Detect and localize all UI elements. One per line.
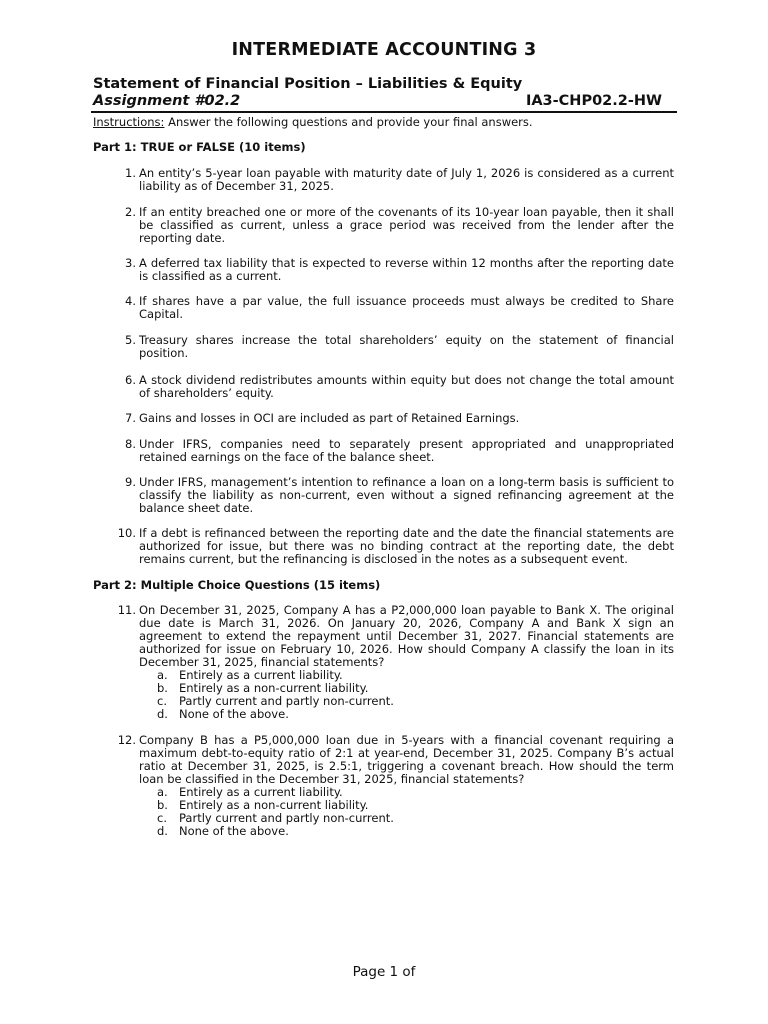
option-text: None of the above. (179, 824, 289, 838)
option-text: Partly current and partly non-current. (179, 811, 394, 825)
question-number: 1. (125, 166, 136, 180)
question-2 (110, 206, 674, 245)
question-12 (110, 734, 674, 838)
question-3 (110, 257, 674, 283)
question-text: Treasury shares increase the total shareholders’ equity on the statement of financial position. (139, 333, 674, 360)
question-1 (110, 167, 674, 193)
instructions (93, 115, 533, 129)
document-subtitle: Statement of Financial Position – Liabilities & Equity (93, 76, 523, 92)
question-text: If an entity breached one or more of the covenants of its 10-year loan payable, then it shall be classified as current, unless a grace period was received from the lender after the reporting date. (139, 205, 674, 245)
question-text: Under IFRS, companies need to separately present appropriated and unappropriated retained earnings on the face of the balance sheet. (139, 437, 674, 464)
question-8 (110, 438, 674, 464)
question-5 (110, 334, 674, 360)
option-letter: c. (157, 694, 167, 708)
question-number: 11. (117, 603, 136, 617)
option-letter: b. (157, 681, 168, 695)
question-text: A deferred tax liability that is expected to reverse within 12 months after the reporting date is classified as a current. (139, 256, 674, 283)
question-4 (110, 295, 674, 321)
option-text: Entirely as a non-current liability. (179, 681, 369, 695)
question-text: If shares have a par value, the full issuance proceeds must always be credited to Share Capital. (139, 294, 674, 321)
question-number: 5. (125, 333, 136, 347)
question-text: An entity’s 5-year loan payable with maturity date of July 1, 2026 is considered as a current liability as of December 31, 2025. (139, 166, 674, 193)
question-number: 7. (125, 411, 136, 425)
assignment-label: Assignment #02.2 (93, 93, 241, 109)
question-11 (110, 604, 674, 721)
option-letter: a. (157, 668, 168, 682)
option-text: Entirely as a current liability. (179, 668, 343, 682)
document-title: INTERMEDIATE ACCOUNTING 3 (231, 40, 537, 60)
question-number: 9. (125, 475, 136, 489)
instructions-label: Instructions: (93, 115, 165, 129)
question-10 (110, 527, 674, 566)
question-text: Company B has a P5,000,000 loan due in 5-years with a financial covenant requiring a maximum debt-to-equity ratio of 2:1 at year-end, December 31, 2025. Company B’s actual ratio at December 31, 2025, is 2.5:1, triggering a covenant breach. How should the term loan be classified in the December 31, 2025, financial statements? (139, 733, 674, 786)
page-number: Page 1 of (352, 964, 416, 980)
question-number: 6. (125, 373, 136, 387)
option-text: Partly current and partly non-current. (179, 694, 394, 708)
header-divider (91, 111, 677, 113)
question-number: 12. (117, 733, 136, 747)
question-number: 8. (125, 437, 136, 451)
assignment-code: IA3-CHP02.2-HW (525, 93, 662, 109)
option-letter: d. (157, 707, 168, 721)
option-letter: b. (157, 798, 168, 812)
option-letter: c. (157, 811, 167, 825)
question-text: If a debt is refinanced between the reporting date and the date the financial statements are authorized for issue, but there was no binding contract at the reporting date, the debt remains current, but the refinancing is disclosed in the notes as a subsequent event. (139, 526, 674, 566)
part2-heading: Part 2: Multiple Choice Questions (15 items) (93, 578, 381, 592)
question-6 (110, 374, 674, 400)
option-d (157, 708, 674, 721)
question-number: 3. (125, 256, 136, 270)
question-number: 10. (117, 526, 136, 540)
option-letter: d. (157, 824, 168, 838)
option-text: None of the above. (179, 707, 289, 721)
part1-heading: Part 1: TRUE or FALSE (10 items) (93, 140, 306, 154)
question-7 (110, 412, 674, 425)
instructions-text: Answer the following questions and provide your final answers. (164, 115, 533, 129)
option-d (157, 825, 674, 838)
question-9 (110, 476, 674, 515)
options-list (157, 786, 674, 838)
options-list (157, 669, 674, 721)
option-text: Entirely as a non-current liability. (179, 798, 369, 812)
question-number: 2. (125, 205, 136, 219)
option-text: Entirely as a current liability. (179, 785, 343, 799)
question-text: Gains and losses in OCI are included as part of Retained Earnings. (139, 411, 520, 425)
question-text: On December 31, 2025, Company A has a P2,000,000 loan payable to Bank X. The original due date is March 31, 2026. On January 20, 2026, Company A and Bank X sign an agreement to extend the repayment until December 31, 2027. Financial statements are authorized for issue on February 10, 2026. How should Company A classify the loan in its December 31, 2025, financial statements? (139, 603, 674, 669)
question-text: Under IFRS, management’s intention to refinance a loan on a long-term basis is sufficient to classify the liability as non-current, even without a signed refinancing agreement at the balance sheet date. (139, 475, 674, 515)
question-number: 4. (125, 294, 136, 308)
option-letter: a. (157, 785, 168, 799)
question-text: A stock dividend redistributes amounts within equity but does not change the total amount of shareholders’ equity. (139, 373, 674, 400)
